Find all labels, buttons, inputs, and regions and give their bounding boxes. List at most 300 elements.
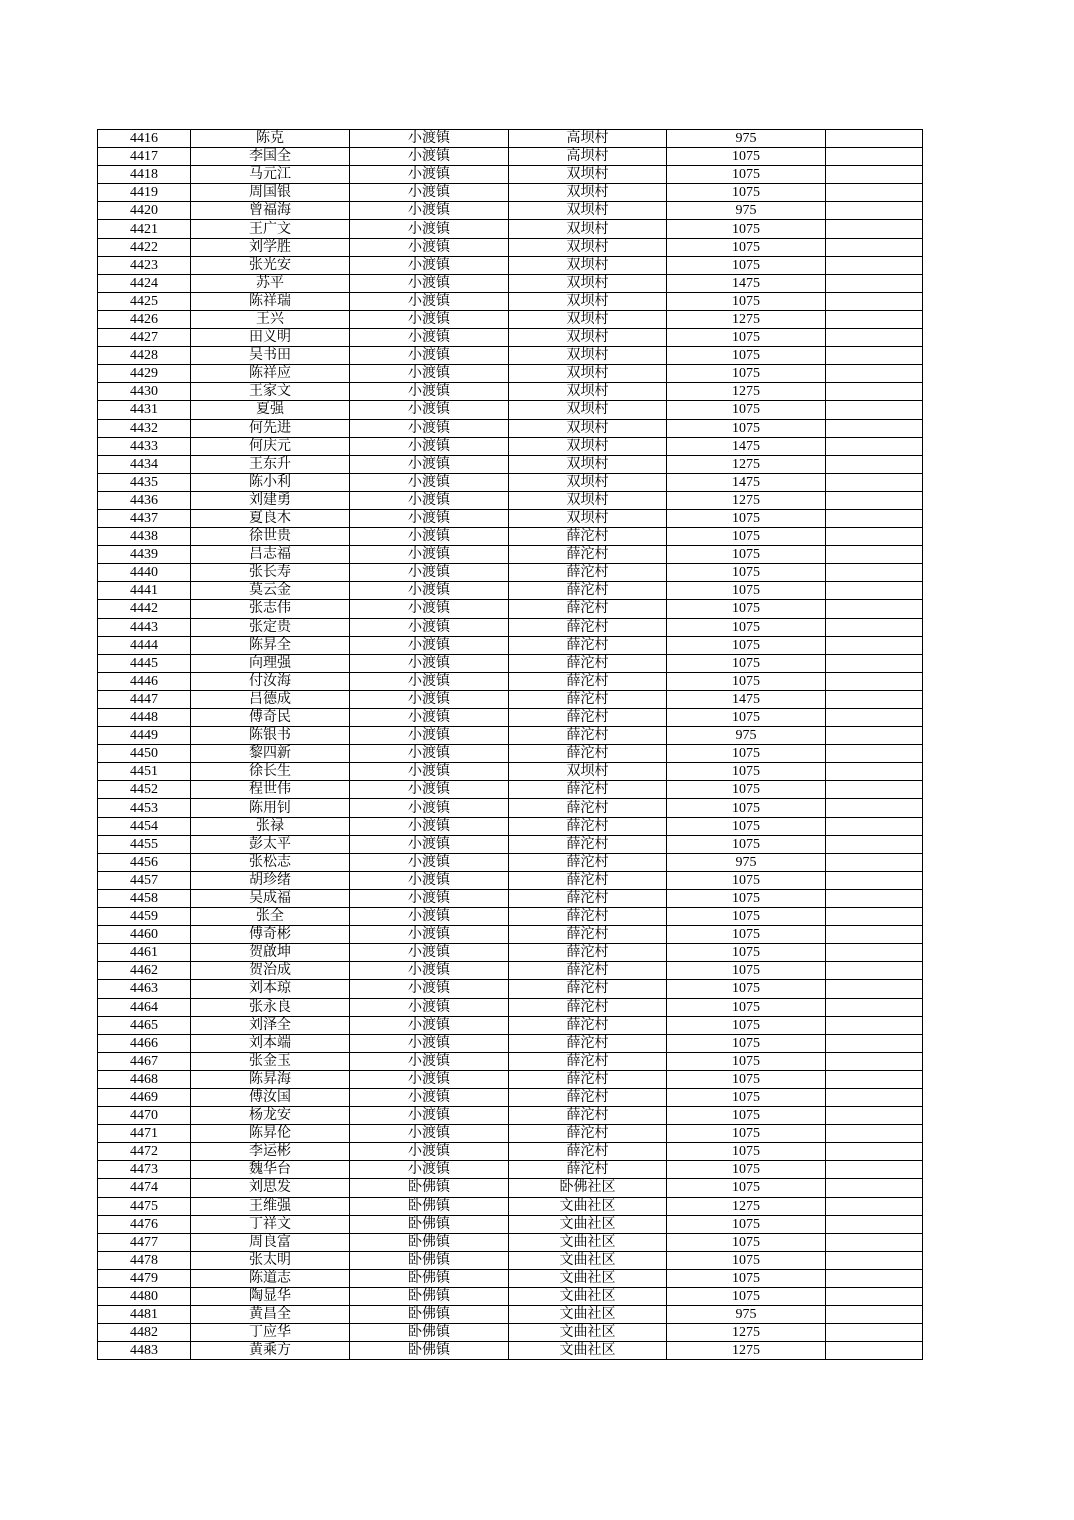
amount-cell: 1075 (667, 944, 826, 962)
name-cell: 张金玉 (191, 1052, 350, 1070)
row-number-cell: 4422 (98, 238, 191, 256)
remark-cell (826, 437, 923, 455)
remark-cell (826, 835, 923, 853)
table-row (98, 962, 923, 980)
village-cell: 双坝村 (509, 238, 667, 256)
table-row (98, 528, 923, 546)
table-row (98, 473, 923, 491)
town-cell: 小渡镇 (350, 781, 509, 799)
name-cell: 王兴 (191, 310, 350, 328)
row-number-cell: 4417 (98, 148, 191, 166)
table-row (98, 455, 923, 473)
table-row (98, 256, 923, 274)
row-number-cell: 4430 (98, 383, 191, 401)
remark-cell (826, 817, 923, 835)
row-number-cell: 4481 (98, 1306, 191, 1324)
name-cell: 张禄 (191, 817, 350, 835)
amount-cell: 1075 (667, 926, 826, 944)
amount-cell: 1075 (667, 1088, 826, 1106)
name-cell: 陈银书 (191, 727, 350, 745)
table-row (98, 1215, 923, 1233)
village-cell: 薛沱村 (509, 781, 667, 799)
remark-cell (826, 618, 923, 636)
name-cell: 马元江 (191, 166, 350, 184)
town-cell: 小渡镇 (350, 690, 509, 708)
town-cell: 小渡镇 (350, 455, 509, 473)
row-number-cell: 4458 (98, 889, 191, 907)
remark-cell (826, 1324, 923, 1342)
village-cell: 双坝村 (509, 437, 667, 455)
amount-cell: 1275 (667, 383, 826, 401)
table-row (98, 799, 923, 817)
amount-cell: 1075 (667, 292, 826, 310)
table-row (98, 944, 923, 962)
remark-cell (826, 1125, 923, 1143)
amount-cell: 1075 (667, 1288, 826, 1306)
row-number-cell: 4479 (98, 1269, 191, 1287)
amount-cell: 1075 (667, 220, 826, 238)
town-cell: 小渡镇 (350, 1034, 509, 1052)
remark-cell (826, 980, 923, 998)
row-number-cell: 4449 (98, 727, 191, 745)
name-cell: 吴成福 (191, 889, 350, 907)
town-cell: 小渡镇 (350, 817, 509, 835)
town-cell: 小渡镇 (350, 148, 509, 166)
table-row (98, 509, 923, 527)
data-table (97, 129, 923, 1360)
remark-cell (826, 1143, 923, 1161)
amount-cell: 1075 (667, 600, 826, 618)
table-row (98, 636, 923, 654)
remark-cell (826, 926, 923, 944)
table-row (98, 1306, 923, 1324)
amount-cell: 1075 (667, 799, 826, 817)
table-row (98, 817, 923, 835)
row-number-cell: 4419 (98, 184, 191, 202)
amount-cell: 1075 (667, 401, 826, 419)
remark-cell (826, 401, 923, 419)
remark-cell (826, 998, 923, 1016)
remark-cell (826, 1251, 923, 1269)
village-cell: 双坝村 (509, 763, 667, 781)
row-number-cell: 4462 (98, 962, 191, 980)
table-row (98, 292, 923, 310)
village-cell: 薛沱村 (509, 853, 667, 871)
town-cell: 小渡镇 (350, 636, 509, 654)
row-number-cell: 4456 (98, 853, 191, 871)
remark-cell (826, 329, 923, 347)
town-cell: 卧佛镇 (350, 1251, 509, 1269)
name-cell: 陈小利 (191, 473, 350, 491)
remark-cell (826, 582, 923, 600)
row-number-cell: 4451 (98, 763, 191, 781)
name-cell: 陈祥应 (191, 365, 350, 383)
name-cell: 何庆元 (191, 437, 350, 455)
amount-cell: 1075 (667, 1161, 826, 1179)
amount-cell: 1075 (667, 582, 826, 600)
name-cell: 刘学胜 (191, 238, 350, 256)
village-cell: 双坝村 (509, 166, 667, 184)
table-row (98, 310, 923, 328)
table-row (98, 1342, 923, 1360)
name-cell: 莫云金 (191, 582, 350, 600)
table-row (98, 347, 923, 365)
row-number-cell: 4432 (98, 419, 191, 437)
row-number-cell: 4474 (98, 1179, 191, 1197)
amount-cell: 1275 (667, 455, 826, 473)
village-cell: 薛沱村 (509, 690, 667, 708)
name-cell: 王东升 (191, 455, 350, 473)
amount-cell: 1075 (667, 509, 826, 527)
name-cell: 张光安 (191, 256, 350, 274)
town-cell: 小渡镇 (350, 419, 509, 437)
table-row (98, 926, 923, 944)
row-number-cell: 4463 (98, 980, 191, 998)
amount-cell: 975 (667, 727, 826, 745)
amount-cell: 1075 (667, 166, 826, 184)
village-cell: 薛沱村 (509, 980, 667, 998)
table-row (98, 564, 923, 582)
village-cell: 文曲社区 (509, 1306, 667, 1324)
table-row (98, 908, 923, 926)
name-cell: 刘建勇 (191, 491, 350, 509)
row-number-cell: 4482 (98, 1324, 191, 1342)
village-cell: 双坝村 (509, 347, 667, 365)
amount-cell: 1275 (667, 491, 826, 509)
remark-cell (826, 1161, 923, 1179)
name-cell: 傅奇民 (191, 709, 350, 727)
name-cell: 刘思发 (191, 1179, 350, 1197)
town-cell: 小渡镇 (350, 908, 509, 926)
amount-cell: 1275 (667, 310, 826, 328)
remark-cell (826, 727, 923, 745)
table-row (98, 546, 923, 564)
village-cell: 双坝村 (509, 365, 667, 383)
amount-cell: 1075 (667, 256, 826, 274)
remark-cell (826, 871, 923, 889)
name-cell: 何先进 (191, 419, 350, 437)
village-cell: 薛沱村 (509, 835, 667, 853)
table-row (98, 582, 923, 600)
row-number-cell: 4459 (98, 908, 191, 926)
town-cell: 小渡镇 (350, 926, 509, 944)
amount-cell: 1075 (667, 672, 826, 690)
amount-cell: 1075 (667, 908, 826, 926)
village-cell: 双坝村 (509, 329, 667, 347)
remark-cell (826, 690, 923, 708)
amount-cell: 1075 (667, 1233, 826, 1251)
town-cell: 小渡镇 (350, 709, 509, 727)
town-cell: 小渡镇 (350, 853, 509, 871)
village-cell: 薛沱村 (509, 727, 667, 745)
name-cell: 傅汝国 (191, 1088, 350, 1106)
remark-cell (826, 781, 923, 799)
remark-cell (826, 220, 923, 238)
table-row (98, 745, 923, 763)
amount-cell: 1475 (667, 473, 826, 491)
table-row (98, 871, 923, 889)
table-row (98, 1016, 923, 1034)
table-row (98, 220, 923, 238)
name-cell: 程世伟 (191, 781, 350, 799)
town-cell: 小渡镇 (350, 491, 509, 509)
name-cell: 王广文 (191, 220, 350, 238)
town-cell: 小渡镇 (350, 600, 509, 618)
name-cell: 丁祥文 (191, 1215, 350, 1233)
row-number-cell: 4483 (98, 1342, 191, 1360)
row-number-cell: 4441 (98, 582, 191, 600)
town-cell: 小渡镇 (350, 238, 509, 256)
town-cell: 小渡镇 (350, 473, 509, 491)
village-cell: 文曲社区 (509, 1269, 667, 1287)
amount-cell: 1275 (667, 1342, 826, 1360)
remark-cell (826, 1088, 923, 1106)
village-cell: 薛沱村 (509, 1034, 667, 1052)
row-number-cell: 4476 (98, 1215, 191, 1233)
town-cell: 小渡镇 (350, 383, 509, 401)
village-cell: 双坝村 (509, 491, 667, 509)
remark-cell (826, 853, 923, 871)
amount-cell: 1075 (667, 1215, 826, 1233)
remark-cell (826, 274, 923, 292)
village-cell: 薛沱村 (509, 1143, 667, 1161)
amount-cell: 1475 (667, 274, 826, 292)
village-cell: 薛沱村 (509, 709, 667, 727)
town-cell: 小渡镇 (350, 202, 509, 220)
table-row (98, 654, 923, 672)
village-cell: 文曲社区 (509, 1324, 667, 1342)
name-cell: 夏良木 (191, 509, 350, 527)
row-number-cell: 4472 (98, 1143, 191, 1161)
village-cell: 高坝村 (509, 148, 667, 166)
village-cell: 薛沱村 (509, 636, 667, 654)
amount-cell: 1075 (667, 365, 826, 383)
amount-cell: 1075 (667, 871, 826, 889)
table-row (98, 184, 923, 202)
amount-cell: 1075 (667, 618, 826, 636)
table-row (98, 1179, 923, 1197)
town-cell: 小渡镇 (350, 310, 509, 328)
row-number-cell: 4477 (98, 1233, 191, 1251)
amount-cell: 975 (667, 130, 826, 148)
name-cell: 贺啟坤 (191, 944, 350, 962)
name-cell: 徐长生 (191, 763, 350, 781)
town-cell: 小渡镇 (350, 618, 509, 636)
table-row (98, 853, 923, 871)
town-cell: 小渡镇 (350, 1125, 509, 1143)
table-row (98, 1288, 923, 1306)
row-number-cell: 4470 (98, 1107, 191, 1125)
row-number-cell: 4440 (98, 564, 191, 582)
amount-cell: 975 (667, 853, 826, 871)
name-cell: 吴书田 (191, 347, 350, 365)
town-cell: 小渡镇 (350, 1107, 509, 1125)
remark-cell (826, 419, 923, 437)
village-cell: 薛沱村 (509, 564, 667, 582)
table-row (98, 365, 923, 383)
row-number-cell: 4468 (98, 1070, 191, 1088)
town-cell: 小渡镇 (350, 1088, 509, 1106)
amount-cell: 1075 (667, 419, 826, 437)
town-cell: 小渡镇 (350, 347, 509, 365)
village-cell: 双坝村 (509, 184, 667, 202)
remark-cell (826, 347, 923, 365)
remark-cell (826, 184, 923, 202)
table-row (98, 202, 923, 220)
row-number-cell: 4447 (98, 690, 191, 708)
amount-cell: 1075 (667, 184, 826, 202)
town-cell: 卧佛镇 (350, 1342, 509, 1360)
remark-cell (826, 944, 923, 962)
table-row (98, 835, 923, 853)
name-cell: 陈昇海 (191, 1070, 350, 1088)
row-number-cell: 4446 (98, 672, 191, 690)
amount-cell: 1075 (667, 1251, 826, 1269)
amount-cell: 1075 (667, 781, 826, 799)
row-number-cell: 4454 (98, 817, 191, 835)
table-row (98, 690, 923, 708)
remark-cell (826, 672, 923, 690)
row-number-cell: 4444 (98, 636, 191, 654)
row-number-cell: 4457 (98, 871, 191, 889)
village-cell: 文曲社区 (509, 1215, 667, 1233)
name-cell: 彭太平 (191, 835, 350, 853)
table-row (98, 329, 923, 347)
town-cell: 小渡镇 (350, 962, 509, 980)
amount-cell: 1075 (667, 329, 826, 347)
village-cell: 薛沱村 (509, 600, 667, 618)
table-row (98, 130, 923, 148)
remark-cell (826, 310, 923, 328)
remark-cell (826, 148, 923, 166)
name-cell: 刘泽全 (191, 1016, 350, 1034)
remark-cell (826, 636, 923, 654)
remark-cell (826, 763, 923, 781)
remark-cell (826, 130, 923, 148)
table-row (98, 1125, 923, 1143)
row-number-cell: 4469 (98, 1088, 191, 1106)
amount-cell: 1075 (667, 763, 826, 781)
row-number-cell: 4452 (98, 781, 191, 799)
village-cell: 薛沱村 (509, 1125, 667, 1143)
name-cell: 付汝海 (191, 672, 350, 690)
table-row (98, 491, 923, 509)
town-cell: 小渡镇 (350, 1070, 509, 1088)
table-row (98, 1070, 923, 1088)
amount-cell: 1075 (667, 1034, 826, 1052)
name-cell: 张松志 (191, 853, 350, 871)
remark-cell (826, 383, 923, 401)
name-cell: 徐世贵 (191, 528, 350, 546)
town-cell: 卧佛镇 (350, 1306, 509, 1324)
town-cell: 小渡镇 (350, 292, 509, 310)
table-row (98, 1052, 923, 1070)
town-cell: 小渡镇 (350, 1161, 509, 1179)
table-row (98, 419, 923, 437)
amount-cell: 1075 (667, 1179, 826, 1197)
table-row (98, 727, 923, 745)
town-cell: 小渡镇 (350, 835, 509, 853)
town-cell: 小渡镇 (350, 1143, 509, 1161)
name-cell: 张志伟 (191, 600, 350, 618)
remark-cell (826, 1233, 923, 1251)
amount-cell: 1075 (667, 998, 826, 1016)
row-number-cell: 4455 (98, 835, 191, 853)
table-row (98, 401, 923, 419)
name-cell: 曾福海 (191, 202, 350, 220)
table-row (98, 1233, 923, 1251)
town-cell: 小渡镇 (350, 564, 509, 582)
row-number-cell: 4439 (98, 546, 191, 564)
table-row (98, 998, 923, 1016)
name-cell: 周国银 (191, 184, 350, 202)
remark-cell (826, 473, 923, 491)
village-cell: 双坝村 (509, 220, 667, 238)
remark-cell (826, 1016, 923, 1034)
amount-cell: 1075 (667, 636, 826, 654)
row-number-cell: 4433 (98, 437, 191, 455)
village-cell: 薛沱村 (509, 528, 667, 546)
remark-cell (826, 166, 923, 184)
table-row (98, 763, 923, 781)
row-number-cell: 4473 (98, 1161, 191, 1179)
village-cell: 双坝村 (509, 455, 667, 473)
table-row (98, 437, 923, 455)
town-cell: 小渡镇 (350, 166, 509, 184)
table-row (98, 709, 923, 727)
table-row (98, 1107, 923, 1125)
table-row (98, 1324, 923, 1342)
amount-cell: 1075 (667, 654, 826, 672)
row-number-cell: 4435 (98, 473, 191, 491)
amount-cell: 1275 (667, 1324, 826, 1342)
name-cell: 周良富 (191, 1233, 350, 1251)
town-cell: 小渡镇 (350, 871, 509, 889)
remark-cell (826, 1288, 923, 1306)
village-cell: 双坝村 (509, 401, 667, 419)
row-number-cell: 4416 (98, 130, 191, 148)
name-cell: 张定贵 (191, 618, 350, 636)
town-cell: 小渡镇 (350, 528, 509, 546)
town-cell: 小渡镇 (350, 582, 509, 600)
name-cell: 黄乘方 (191, 1342, 350, 1360)
town-cell: 小渡镇 (350, 799, 509, 817)
table-row (98, 166, 923, 184)
remark-cell (826, 491, 923, 509)
remark-cell (826, 1179, 923, 1197)
amount-cell: 1075 (667, 835, 826, 853)
village-cell: 薛沱村 (509, 745, 667, 763)
amount-cell: 1075 (667, 1269, 826, 1287)
village-cell: 薛沱村 (509, 908, 667, 926)
town-cell: 卧佛镇 (350, 1269, 509, 1287)
name-cell: 张长寿 (191, 564, 350, 582)
town-cell: 卧佛镇 (350, 1288, 509, 1306)
row-number-cell: 4475 (98, 1197, 191, 1215)
row-number-cell: 4467 (98, 1052, 191, 1070)
name-cell: 刘本琼 (191, 980, 350, 998)
remark-cell (826, 202, 923, 220)
remark-cell (826, 1215, 923, 1233)
remark-cell (826, 455, 923, 473)
name-cell: 陈昇全 (191, 636, 350, 654)
amount-cell: 1075 (667, 148, 826, 166)
amount-cell: 1075 (667, 1052, 826, 1070)
amount-cell: 1075 (667, 1070, 826, 1088)
remark-cell (826, 365, 923, 383)
village-cell: 薛沱村 (509, 1088, 667, 1106)
name-cell: 张永良 (191, 998, 350, 1016)
